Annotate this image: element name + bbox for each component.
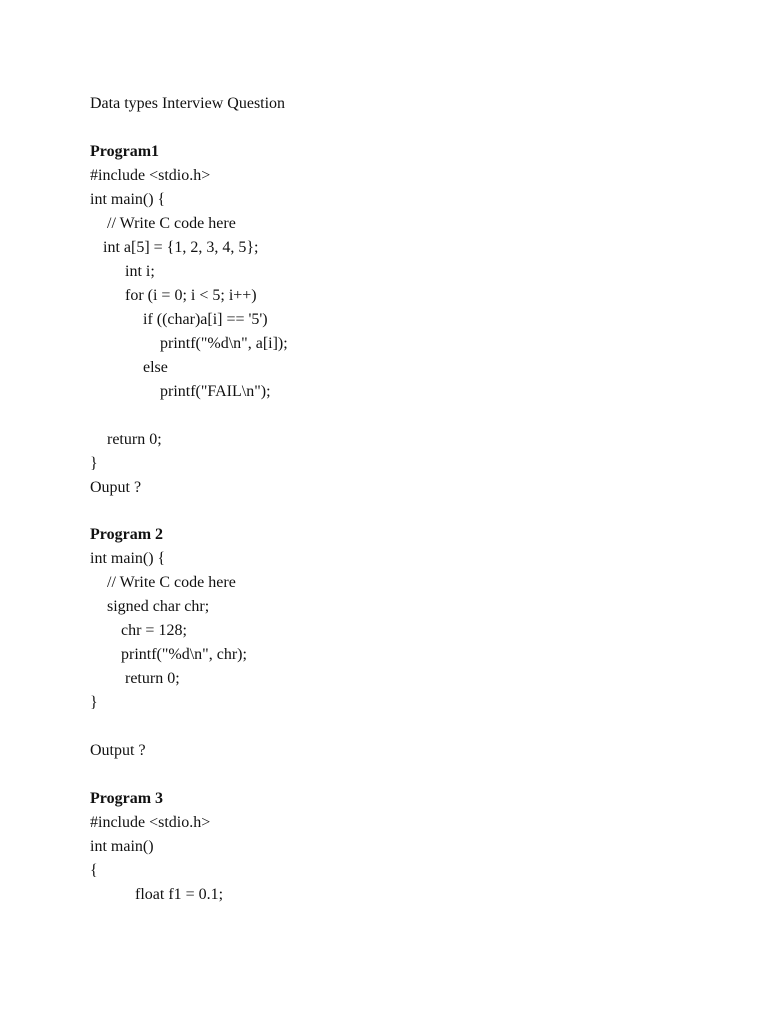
program2-heading: Program 2 bbox=[90, 526, 164, 543]
code-line: if ((char)a[i] == '5') bbox=[143, 311, 268, 328]
code-line: int main() { bbox=[90, 550, 166, 567]
code-line: #include <stdio.h> bbox=[90, 814, 211, 831]
code-line: else bbox=[143, 359, 168, 376]
code-line: return 0; bbox=[107, 431, 162, 448]
code-line: printf("%d\n", a[i]); bbox=[160, 335, 288, 352]
code-line: { bbox=[90, 862, 98, 879]
document-title: Data types Interview Question bbox=[90, 95, 286, 112]
code-line: } bbox=[90, 455, 98, 472]
code-line: printf("FAIL\n"); bbox=[160, 383, 271, 400]
code-line: } bbox=[90, 694, 98, 711]
question-line: Ouput ? bbox=[90, 479, 142, 496]
code-line: // Write C code here bbox=[107, 574, 236, 591]
code-line: printf("%d\n", chr); bbox=[121, 646, 247, 663]
question-line: Output ? bbox=[90, 742, 146, 759]
code-line: int main() { bbox=[90, 191, 166, 208]
code-line: // Write C code here bbox=[107, 215, 236, 232]
code-line: signed char chr; bbox=[107, 598, 210, 615]
code-line: int a[5] = {1, 2, 3, 4, 5}; bbox=[103, 239, 259, 256]
code-line: chr = 128; bbox=[121, 622, 187, 639]
program1-heading: Program1 bbox=[90, 143, 160, 160]
code-line: #include <stdio.h> bbox=[90, 167, 211, 184]
code-line: int main() bbox=[90, 838, 154, 855]
program3-heading: Program 3 bbox=[90, 790, 164, 807]
code-line: int i; bbox=[125, 263, 155, 280]
code-line: return 0; bbox=[125, 670, 180, 687]
code-line: float f1 = 0.1; bbox=[135, 886, 224, 903]
code-line: for (i = 0; i < 5; i++) bbox=[125, 287, 257, 304]
